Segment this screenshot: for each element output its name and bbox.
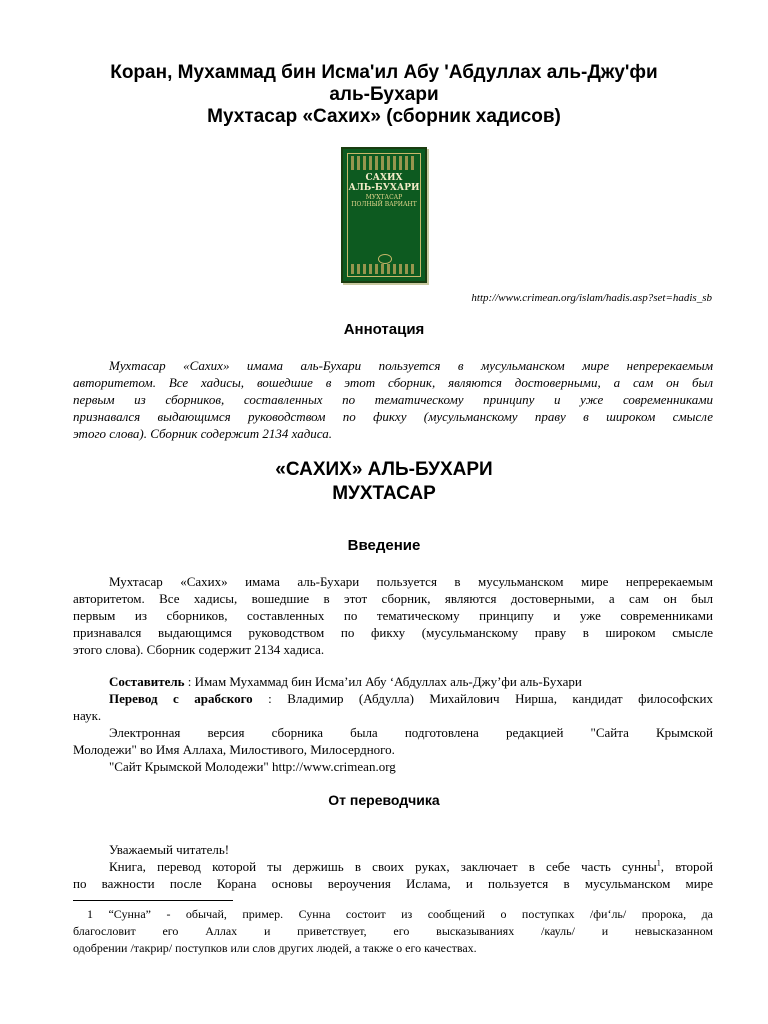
text-line: по важности после Корана основы вероучения Ислама, и пользуется в мусульманском мире xyxy=(73,876,713,891)
cover-title xyxy=(343,173,425,193)
cover-subtitle xyxy=(343,194,425,208)
translation-label: Перевод с арабского xyxy=(109,691,253,706)
text-fragment: , второй xyxy=(660,859,714,874)
text-line: Электронная версия сборника была подготовлена редакцией "Сайта Крымской xyxy=(109,725,713,740)
text-line: этого слова). Сборник содержит 2134 хадиса. xyxy=(73,642,325,657)
text-line: авторитетом. Все хадисы, вошедшие в этот сборник, являются достоверными, а сам он был xyxy=(73,591,713,606)
compiler-value: : Имам Мухаммад бин Исма’ил Абу ‘Абдуллах аль-Джу’фи аль-Бухари xyxy=(184,674,582,689)
translation-value: : Владимир (Абдулла) Михайлович Ниршa, кандидат философских xyxy=(252,691,714,706)
main-title-line: МУХТАСАР xyxy=(332,483,436,504)
footnote-divider xyxy=(73,900,233,901)
introduction-heading: Введение xyxy=(347,537,421,554)
site-line: "Сайт Крымской Молодежи" http://www.crimean.org xyxy=(109,759,396,774)
main-title-line: «САХИХ» АЛЬ-БУХАРИ xyxy=(275,459,493,480)
text-line: первым из сборников, составленных по тематическому принципу и уже современниками xyxy=(73,608,713,623)
title-line: Коран, Мухаммад бин Исма'ил Абу 'Абдуллах аль-Джу'фи xyxy=(110,62,658,83)
translator-paragraph xyxy=(73,841,713,892)
text-line: Молодежи" во Имя Аллаха, Милостивого, Милосердного. xyxy=(73,742,395,757)
title-line: Мухтасар «Сахих» (сборник хадисов) xyxy=(207,106,561,127)
document-title xyxy=(60,62,708,128)
footnote-ref[interactable]: 1 xyxy=(656,858,661,868)
cover-medallion-icon xyxy=(378,254,392,264)
cover-subtitle-line: МУХТАСАР xyxy=(365,194,403,201)
introduction-paragraph xyxy=(73,573,713,658)
text-line: этого слова). Сборник содержит 2134 хадиса. xyxy=(73,426,332,441)
text-line: Мухтасар «Сахих» имама аль-Бухари пользуется в мусульманском мире непререкаемым xyxy=(109,358,713,373)
annotation-heading: Аннотация xyxy=(343,321,425,338)
cover-ornament-bottom xyxy=(351,264,417,274)
greeting-line: Уважаемый читатель! xyxy=(109,842,230,857)
text-line xyxy=(73,858,713,875)
cover-ornament-top xyxy=(351,156,417,170)
translation-line xyxy=(73,690,713,707)
text-line: признавался выдающимся руководством по фикху (мусульманскому праву в широком смысле xyxy=(73,409,713,424)
text-line: авторитетом. Все хадисы, вошедшие в этот сборник, являются достоверными, а сам он был xyxy=(73,375,713,390)
compiler-label: Составитель xyxy=(109,674,185,689)
footnote-line: благословит его Аллах и приветствует, его высказываниях /кауль/ и невысказанном xyxy=(73,924,713,938)
text-line: признавался выдающимся руководством по фикху (мусульманскому праву в широком смысле xyxy=(73,625,713,640)
footnote xyxy=(73,906,713,957)
translator-heading: От переводчика xyxy=(328,792,440,808)
compiler-line xyxy=(73,673,713,690)
footnote-line: одобрении /такрир/ поступков или слов других людей, а также о его качествах. xyxy=(73,941,477,955)
main-title xyxy=(60,458,708,506)
title-line: аль-Бухари xyxy=(329,84,439,105)
annotation-paragraph xyxy=(73,357,713,442)
cover-title-line: АЛЬ-БУХАРИ xyxy=(348,183,420,193)
text-fragment: Книга, перевод которой ты держишь в своих руках, заключает в себе часть сунны xyxy=(109,859,657,874)
book-cover-image xyxy=(341,147,427,283)
credits-block xyxy=(73,673,713,775)
text-line: Мухтасар «Сахих» имама аль-Бухари пользуется в мусульманском мире непререкаемым xyxy=(109,574,713,589)
text-line: наук. xyxy=(73,708,102,723)
source-url-link[interactable]: http://www.crimean.org/islam/hadis.asp?set=hadis_sb xyxy=(471,292,712,304)
cover-title-line: САХИХ xyxy=(365,173,403,183)
text-line: первым из сборников, составленных по тематическому принципу и уже современниками xyxy=(73,392,713,407)
cover-subtitle-line: ПОЛНЫЙ ВАРИАНТ xyxy=(351,201,417,208)
footnote-line: 1 “Сунна” - обычай, пример. Сунна состоит из сообщений о поступках /фи‘ль/ пророка, да xyxy=(87,907,713,921)
